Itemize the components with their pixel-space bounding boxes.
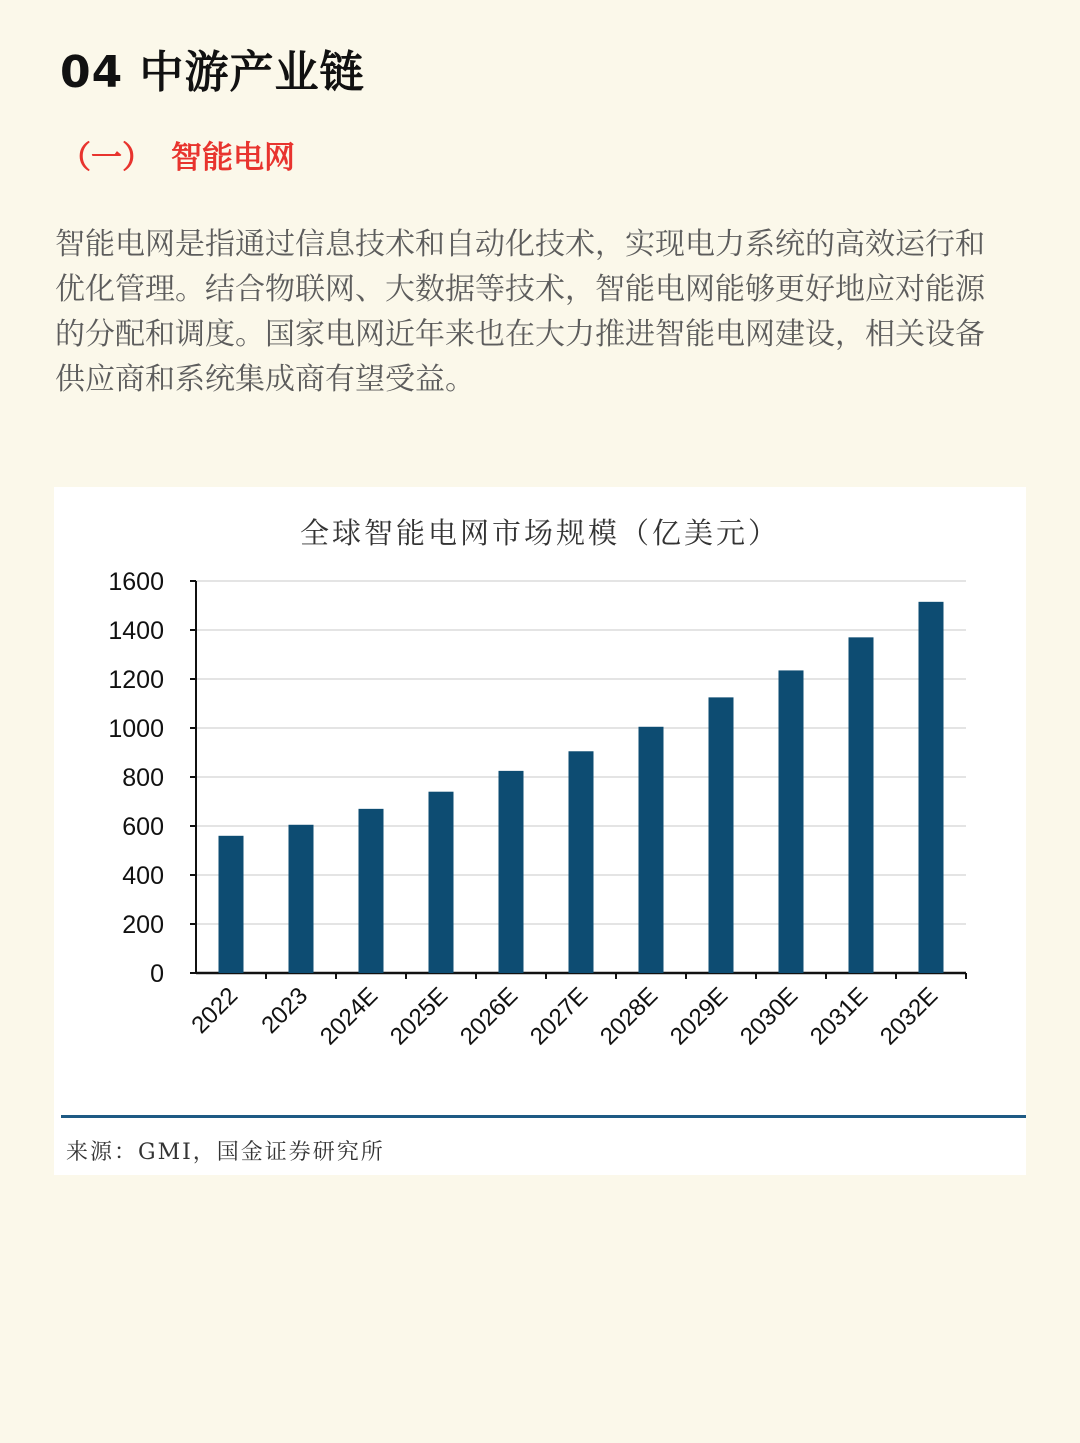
source-divider [61,1115,1026,1118]
x-tick-label: 2029E [665,982,734,1051]
body-paragraph: 智能电网是指通过信息技术和自动化技术，实现电力系统的高效运行和优化管理。结合物联网、大数据等技术，智能电网能够更好地应对能源的分配和调度。国家电网近年来也在大力推进智能电网建设，相关设备供应商和系统集成商有望受益。 [55,227,985,397]
y-tick-label: 1600 [108,568,164,596]
x-tick-label: 2023 [256,982,314,1039]
x-tick-label: 2031E [805,982,874,1051]
bar-2023 [289,825,314,973]
bar-2029E [709,697,734,973]
bar-2025E [429,792,454,973]
bar-2027E [569,751,594,973]
x-tick-label: 2028E [595,982,664,1051]
bar-2030E [779,670,804,973]
y-tick-label: 0 [150,960,164,988]
y-tick-label: 1400 [108,617,164,645]
y-tick-label: 400 [122,862,164,890]
x-tick-label: 2024E [315,982,384,1051]
bar-2024E [359,809,384,973]
x-tick-label: 2030E [735,982,804,1051]
chart-card [54,487,1026,1175]
page-title: 04 中游产业链 [60,47,365,98]
x-tick-label: 2025E [385,982,454,1051]
bar-2032E [919,602,944,973]
y-tick-label: 600 [122,813,164,841]
x-tick-label: 2022 [186,982,244,1039]
section-number: （一） [60,140,153,176]
x-tick-label: 2026E [455,982,524,1051]
bar-chart [54,487,1026,1107]
bar-2031E [849,637,874,973]
section-title: 智能电网 [171,140,295,176]
source-note: 来源：GMI，国金证券研究所 [66,1140,385,1165]
x-tick-label: 2032E [875,982,944,1051]
y-tick-label: 800 [122,764,164,792]
section-heading [60,132,295,177]
bar-2022 [219,836,244,973]
y-tick-label: 1200 [108,666,164,694]
chart-title: 全球智能电网市场规模（亿美元） [299,516,780,550]
y-tick-label: 1000 [108,715,164,743]
x-tick-label: 2027E [525,982,594,1051]
bar-2028E [639,727,664,973]
y-tick-label: 200 [122,911,164,939]
bar-2026E [499,771,524,973]
